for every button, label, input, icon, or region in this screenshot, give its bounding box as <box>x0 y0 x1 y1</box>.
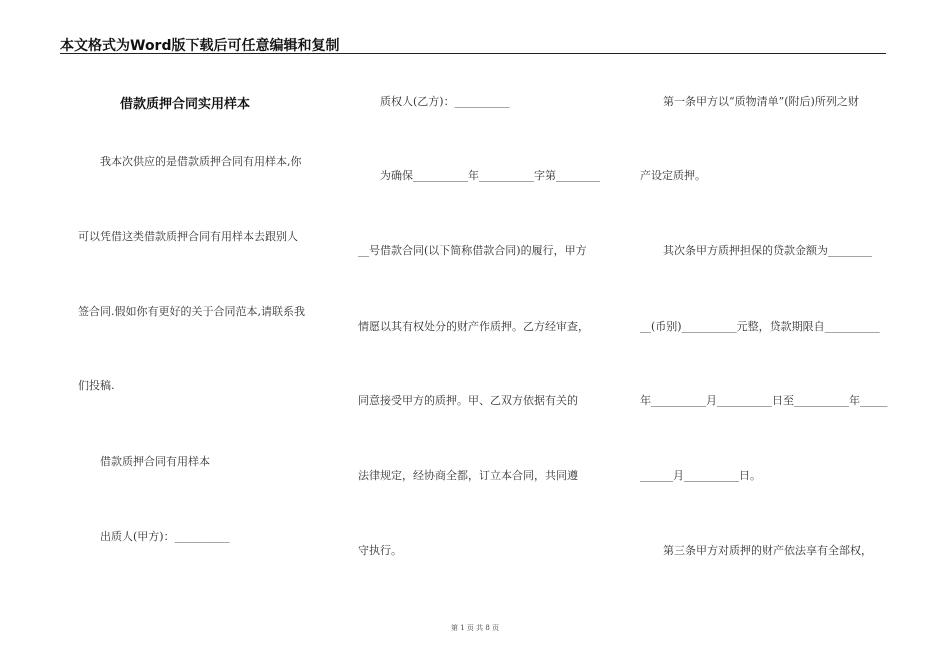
paragraph-line: 年__________月__________日至__________年_____ <box>640 394 888 407</box>
header-divider <box>60 53 886 54</box>
article-2-line: 其次条甲方质押担保的贷款金额为________ <box>663 244 872 257</box>
paragraph-line: 可以凭借这类借款质押合同有用样本去跟别人 <box>78 230 298 243</box>
paragraph-line: 产设定质押。 <box>640 169 706 182</box>
page-number: 第 1 页 共 8 页 <box>450 624 500 632</box>
document-title: 借款质押合同实用样本 <box>120 97 251 112</box>
pledgor-field: 出质人(甲方)：__________ <box>100 530 230 543</box>
paragraph-line: ______月__________日。 <box>640 469 761 482</box>
article-3-line: 第三条甲方对质押的财产依法享有全部权， <box>663 544 872 557</box>
paragraph-line: 守执行。 <box>358 544 402 557</box>
document-header-title: 本文格式为Word版下载后可任意编辑和复制 <box>60 38 340 54</box>
section-heading: 借款质押合同有用样本 <box>100 455 210 468</box>
paragraph-line: 们投稿. <box>78 379 115 392</box>
paragraph-line: 法律规定，经协商全都，订立本合同，共同遵 <box>358 469 578 482</box>
paragraph-line: 为确保__________年__________字第________ <box>380 169 600 182</box>
paragraph-line: 同意接受甲方的质押。甲、乙双方依据有关的 <box>358 394 578 407</box>
paragraph-line: __(币别)__________元整，贷款期限自__________ <box>640 320 880 333</box>
paragraph-line: __号借款合同(以下简称借款合同)的履行，甲方 <box>358 244 587 257</box>
article-1-line: 第一条甲方以“质物清单”(附后)所列之财 <box>663 95 859 108</box>
paragraph-line: 签合同.假如你有更好的关于合同范本,请联系我 <box>78 305 305 318</box>
pledgee-field: 质权人(乙方)：__________ <box>380 95 510 108</box>
paragraph-line: 情愿以其有权处分的财产作质押。乙方经审查， <box>358 320 589 333</box>
paragraph-line: 我本次供应的是借款质押合同有用样本,你 <box>100 155 302 168</box>
